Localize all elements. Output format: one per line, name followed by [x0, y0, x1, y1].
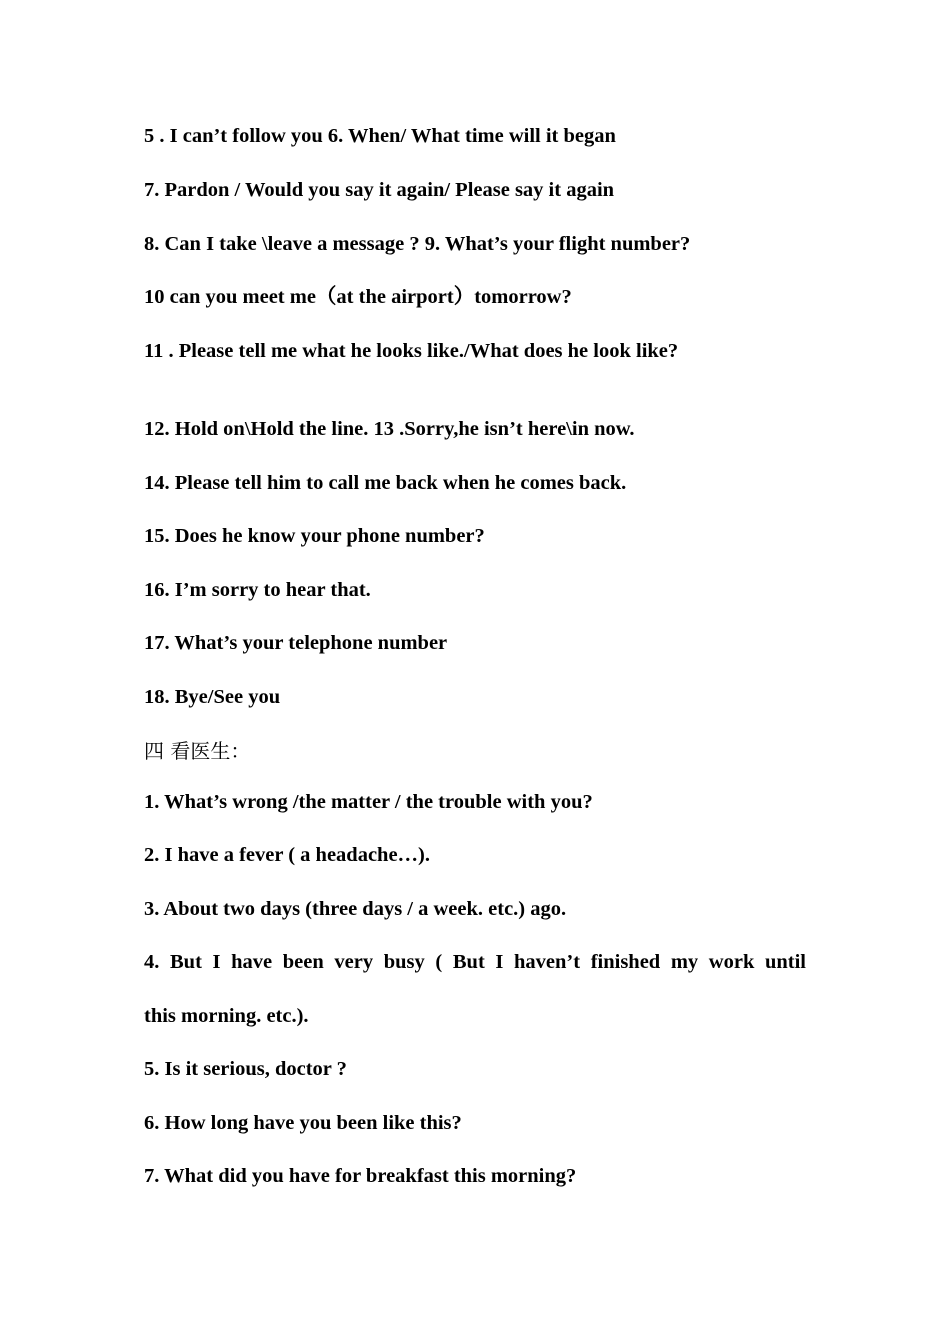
text-line: 7. Pardon / Would you say it again/ Please say it again: [144, 179, 615, 201]
text-line: 4. But I have been very busy ( But I haven’t finished my work until: [144, 951, 806, 973]
text-line: 15. Does he know your phone number?: [144, 525, 485, 547]
section-heading: 四 看医生：: [144, 739, 251, 763]
text-line: 18. Bye/See you: [144, 686, 281, 708]
text-line: 14. Please tell him to call me back when he comes back.: [144, 472, 627, 494]
text-line: 10 can you meet me（at the airport）tomorrow?: [144, 286, 572, 308]
text-line: 16. I’m sorry to hear that.: [144, 579, 371, 601]
text-line: 12. Hold on\Hold the line. 13 .Sorry,he isn’t here\in now.: [144, 418, 635, 440]
text-line: 3. About two days (three days / a week. etc.) ago.: [144, 898, 567, 920]
text-line: 6. How long have you been like this?: [144, 1112, 462, 1134]
text-line: 1. What’s wrong /the matter / the trouble with you?: [144, 791, 593, 813]
text-line: this morning. etc.).: [144, 1005, 309, 1027]
text-line: 5 . I can’t follow you 6. When/ What time will it began: [144, 125, 616, 147]
text-line: 5. Is it serious, doctor ?: [144, 1058, 347, 1080]
text-line: 17. What’s your telephone number: [144, 632, 448, 654]
text-line: 11 . Please tell me what he looks like./What does he look like?: [144, 340, 679, 362]
text-line: 2. I have a fever ( a headache…).: [144, 844, 431, 866]
text-line: 7. What did you have for breakfast this morning?: [144, 1165, 577, 1187]
text-line: 8. Can I take \leave a message ? 9. What’s your flight number?: [144, 233, 691, 255]
